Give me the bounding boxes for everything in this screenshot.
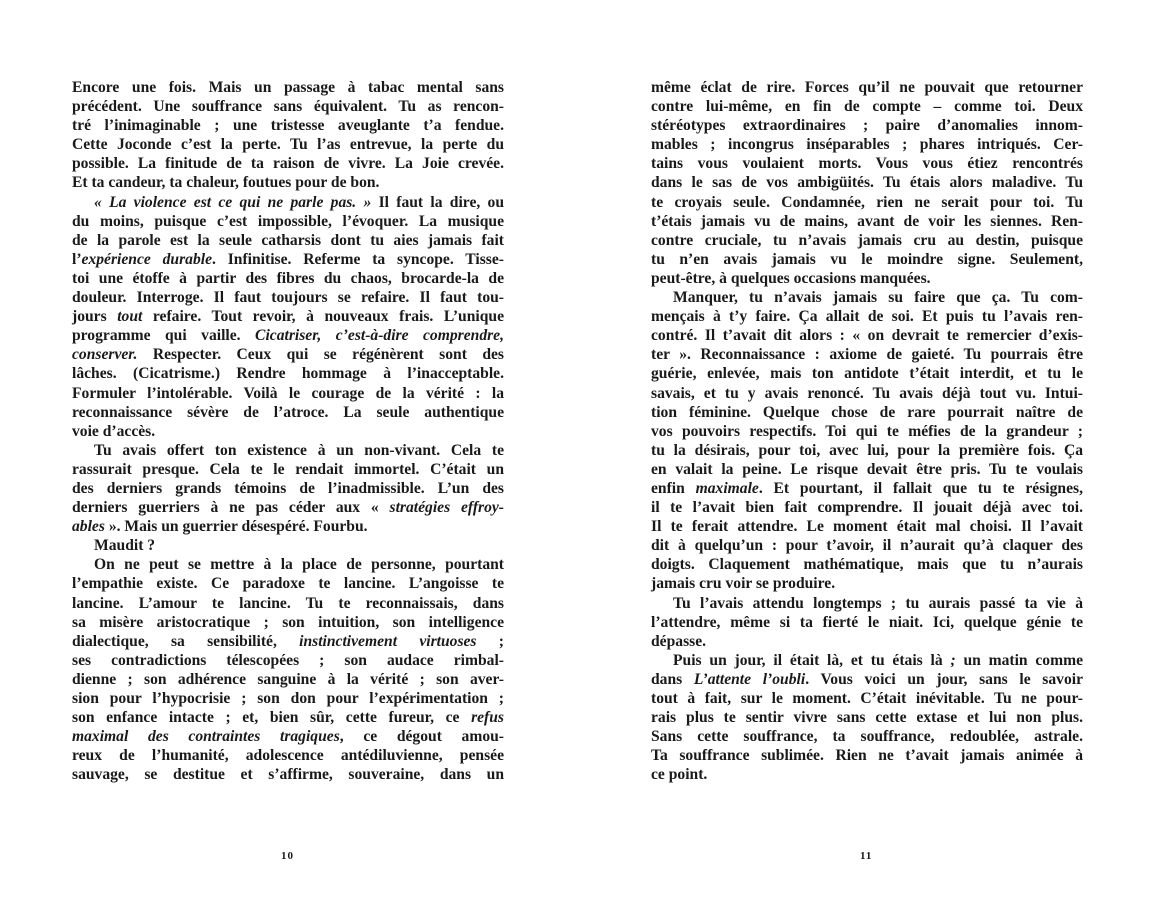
text-run: douleur. Interroge. Il faut toujours se refaire. Il faut tou- — [72, 289, 504, 307]
text-line — [651, 212, 1083, 231]
text-run: voie d’accès. — [72, 422, 156, 440]
text-run: t’étais jamais vu de mains, avant de voir les siennes. Ren- — [651, 212, 1083, 230]
text-line — [72, 173, 504, 192]
text-line — [72, 651, 504, 670]
text-line — [72, 212, 504, 231]
text-line — [72, 307, 504, 326]
text-line — [72, 345, 504, 364]
text-run: il te l’avait bien fait comprendre. Il jouait déjà avec toi. — [651, 499, 1083, 517]
italic-text: L’attente l’oubli — [693, 670, 806, 688]
text-run: stéréotypes extraordinaires ; paire d’anomalies innom- — [651, 117, 1083, 135]
text-run: dépasse. — [651, 632, 707, 650]
text-line — [651, 708, 1083, 727]
text-run: dienne ; son adhérence sanguine à la vérité ; son aver- — [72, 670, 504, 688]
text-line — [72, 765, 504, 784]
text-line — [72, 479, 504, 498]
text-line — [651, 689, 1083, 708]
text-run: Formuler l’intolérable. Voilà le courage de la vérité : la — [72, 384, 504, 402]
italic-text: tout — [117, 308, 143, 326]
text-run: des derniers grands témoins de l’inadmissible. L’un des — [72, 479, 504, 497]
text-line — [72, 727, 504, 746]
text-run: un matin comme — [955, 651, 1083, 669]
text-line — [651, 613, 1083, 632]
text-run: jamais cru voir se produire. — [651, 575, 836, 593]
text-line — [651, 78, 1083, 97]
text-line — [72, 403, 504, 422]
text-run: contre lui-même, en fin de compte – comme toi. Deux — [651, 98, 1083, 116]
text-line — [651, 594, 1083, 613]
text-line — [72, 708, 504, 727]
text-run: peut-être, à quelques occasions manquées. — [651, 269, 931, 287]
text-run: tout à fait, sur le moment. C’était inévitable. Tu ne pour- — [651, 690, 1083, 707]
text-run: lancine. L’amour te lancine. Tu te reconnaissais, dans — [72, 594, 504, 612]
text-run: reconnaissance sévère de l’atroce. La seule authentique — [72, 403, 504, 421]
text-line — [651, 364, 1083, 383]
text-run: tré l’inimaginable ; une tristesse aveuglante t’a fendue. — [72, 117, 504, 135]
text-line — [72, 498, 504, 517]
text-run: tains vous voulaient morts. Vous vous étiez rencontrés — [651, 155, 1083, 173]
italic-text: Cicatriser, c’est-à-dire comprendre, — [255, 327, 505, 345]
text-run: l’ — [72, 250, 82, 268]
text-line — [651, 307, 1083, 326]
text-run: tu la désirais, pour toi, avec lui, pour la première fois. Ça — [651, 441, 1083, 459]
text-line — [651, 727, 1083, 746]
text-run: mables ; incongrus inséparables ; phares intriqués. Cer- — [651, 136, 1083, 154]
text-run: Tu avais offert ton existence à un non-vivant. Cela te — [94, 441, 504, 459]
text-line — [651, 403, 1083, 422]
italic-text: maximal des contraintes tragiques — [72, 728, 340, 746]
text-run: vos pouvoirs respectifs. Toi qui te méfies de la grandeur ; — [651, 422, 1083, 440]
text-line — [651, 97, 1083, 116]
text-line — [72, 536, 504, 555]
text-run: Cette Joconde c’est la perte. Tu l’as entrevue, la perte du — [72, 136, 504, 154]
text-line — [651, 517, 1083, 536]
text-run: Respecter. Ceux qui se régénèrent sont des — [137, 346, 504, 364]
text-run: dialectique, sa sensibilité, — [72, 632, 300, 650]
text-line — [72, 689, 504, 708]
text-run: Il te ferait attendre. Le moment était mal choisi. Il l’avait — [651, 518, 1083, 536]
text-run: dans le sas de vos ambigüités. Tu étais alors maladive. Tu — [651, 174, 1083, 192]
text-line — [651, 441, 1083, 460]
text-line — [72, 441, 504, 460]
text-run: de la parole est la seule catharsis dont tu aies jamais fait — [72, 231, 504, 249]
text-line — [651, 154, 1083, 173]
text-line — [72, 746, 504, 765]
text-run: l’empathie existe. Ce paradoxe te lancine. L’angoisse te — [72, 575, 504, 593]
text-run: Encore une fois. Mais un passage à tabac mental sans — [72, 79, 504, 96]
text-line — [651, 250, 1083, 269]
text-run: contre cruciale, tu n’avais jamais cru au destin, puisque — [651, 231, 1083, 249]
text-line — [651, 384, 1083, 403]
text-run: enfin — [651, 479, 696, 497]
text-line — [651, 670, 1083, 689]
text-line — [72, 326, 504, 345]
italic-text: expérience durable — [81, 250, 213, 268]
text-line — [651, 460, 1083, 479]
text-run: tu n’en avais jamais vu le moindre signe. Seulement, — [651, 250, 1083, 268]
text-run: reux de l’humanité, adolescence antédiluvienne, pensée — [72, 747, 504, 765]
text-line — [72, 269, 504, 288]
text-run: . Infinitise. Referme ta syncope. Tisse- — [212, 250, 504, 268]
text-line — [651, 173, 1083, 192]
text-line — [72, 517, 504, 536]
text-run: guérie, enlevée, mais ton antidote t’était interdit, et tu le — [651, 365, 1083, 383]
page-number-right: 11 — [860, 850, 873, 862]
text-line — [72, 384, 504, 403]
text-run: Manquer, tu n’avais jamais su faire que ça. Tu com- — [673, 289, 1083, 307]
text-line — [72, 670, 504, 689]
left-page-text — [72, 78, 504, 784]
text-line — [72, 193, 504, 212]
text-run: On ne peut se mettre à la place de personne, pourtant — [94, 556, 504, 574]
text-run: , ce dégout amou- — [339, 728, 504, 746]
text-line — [651, 193, 1083, 212]
text-line — [651, 231, 1083, 250]
text-run: possible. La finitude de ta raison de vivre. La Joie crevée. — [72, 155, 504, 173]
text-run: dans — [651, 670, 694, 688]
italic-text: stratégies effroy- — [389, 499, 504, 517]
text-line — [72, 460, 504, 479]
text-line — [72, 422, 504, 441]
text-run: . Vous voici un jour, sans le savoir — [805, 670, 1084, 688]
text-line — [72, 116, 504, 135]
text-line — [72, 135, 504, 154]
text-run: sion pour l’hypocrisie ; son don pour l’expérimentation ; — [72, 690, 504, 707]
text-line — [651, 345, 1083, 364]
text-run: précédent. Une souffrance sans équivalent. Tu as rencon- — [72, 98, 504, 116]
text-run: l’attendre, même si ta fierté le niait. Ici, quelque génie te — [651, 613, 1083, 631]
text-line — [651, 326, 1083, 345]
page-number-left: 10 — [281, 850, 294, 862]
italic-text: instinctivement virtuoses — [299, 632, 477, 650]
text-run: Tu l’avais attendu longtemps ; tu aurais passé ta vie à — [673, 594, 1083, 612]
text-line — [72, 574, 504, 593]
text-run: te croyais seule. Condamnée, rien ne serait pour toi. Tu — [651, 193, 1083, 211]
text-line — [651, 288, 1083, 307]
text-run: Sans cette souffrance, ta souffrance, redoublée, astrale. — [651, 728, 1083, 746]
text-line — [72, 231, 504, 250]
text-line — [651, 269, 1083, 288]
text-run: même éclat de rire. Forces qu’il ne pouvait que retourner — [651, 79, 1083, 96]
right-page-text — [651, 78, 1083, 784]
text-line — [651, 765, 1083, 784]
text-line — [651, 536, 1083, 555]
text-run: contré. Il t’avait dit alors : « on devrait te remercier d’exis- — [651, 327, 1083, 345]
text-line — [72, 613, 504, 632]
text-line — [72, 594, 504, 613]
text-run: en valait la peine. Le risque devait être pris. Tu te voulais — [651, 460, 1083, 478]
text-run: ». Mais un guerrier désespéré. Fourbu. — [104, 518, 368, 536]
text-run: jours — [72, 308, 118, 326]
text-line — [651, 746, 1083, 765]
text-run: sa misère aristocratique ; son intuition, son intelligence — [72, 613, 504, 631]
text-run: tion féminine. Quelque chose de rare pourrait naître de — [651, 403, 1083, 421]
text-run: lâches. (Cicatrisme.) Rendre hommage à l’inacceptable. — [72, 365, 504, 383]
text-run: rassurait presque. Cela te le rendait immortel. C’était un — [72, 460, 504, 478]
italic-text: conserver. — [72, 346, 138, 364]
text-line — [72, 288, 504, 307]
text-run: derniers guerriers à ne pas céder aux « — [72, 499, 390, 517]
text-run: toi une étoffe à partir des fibres du chaos, brocarde-la de — [72, 269, 504, 287]
text-run: doigts. Claquement mathématique, mais que tu n’aurais — [651, 556, 1083, 574]
text-line — [72, 555, 504, 574]
text-line — [72, 250, 504, 269]
text-run: son enfance intacte ; et, bien sûr, cette fureur, ce — [72, 709, 472, 727]
text-run: refaire. Tout revoir, à nouveaux frais. L’unique — [142, 308, 504, 326]
text-run: mençais à t’y faire. Ça allait de soi. Et puis tu l’avais ren- — [651, 308, 1083, 326]
text-run: ce point. — [651, 766, 708, 784]
text-line — [651, 632, 1083, 651]
text-run: Il faut la dire, ou — [371, 193, 505, 211]
text-run: du moins, puisque c’est impossible, l’évoquer. La musique — [72, 212, 504, 230]
text-line — [651, 651, 1083, 670]
text-run: Puis un jour, il était là, et tu étais là — [673, 651, 951, 669]
text-line — [651, 422, 1083, 441]
text-line — [72, 632, 504, 651]
italic-text: ; — [950, 651, 956, 669]
text-line — [651, 479, 1083, 498]
italic-text: refus — [471, 709, 504, 727]
italic-text: maximale — [695, 479, 759, 497]
text-run: ter ». Reconnaissance : axiome de gaieté. Tu pourrais être — [651, 346, 1083, 364]
text-run: rais plus te sentir vivre sans cette extase et lui non plus. — [651, 709, 1083, 727]
text-line — [651, 116, 1083, 135]
text-line — [72, 154, 504, 173]
text-run: programme qui vaille. — [72, 327, 256, 345]
italic-text: ables — [72, 518, 105, 536]
text-run: Ta souffrance sublimée. Rien ne t’avait jamais animée à — [651, 747, 1083, 765]
text-line — [72, 364, 504, 383]
text-run: Maudit ? — [94, 537, 156, 555]
text-run: sauvage, se destitue et s’affirme, souveraine, dans un — [72, 766, 504, 784]
text-line — [651, 135, 1083, 154]
text-line — [72, 78, 504, 97]
text-run: . Et pourtant, il fallait que tu te résignes, — [758, 479, 1083, 497]
text-run: savais, et tu y avais renoncé. Tu avais déjà tout vu. Intui- — [651, 384, 1083, 402]
text-line — [72, 97, 504, 116]
text-run: Et ta candeur, ta chaleur, foutues pour de bon. — [72, 174, 380, 192]
text-line — [651, 574, 1083, 593]
text-line — [651, 555, 1083, 574]
text-run: ; — [476, 632, 504, 650]
text-run: dit à quelqu’un : pour t’avoir, il n’aurait qu’à claquer des — [651, 537, 1083, 555]
text-line — [651, 498, 1083, 517]
italic-text: « La violence est ce qui ne parle pas. » — [94, 193, 372, 211]
text-run: ses contradictions télescopées ; son audace rimbal- — [72, 651, 504, 669]
